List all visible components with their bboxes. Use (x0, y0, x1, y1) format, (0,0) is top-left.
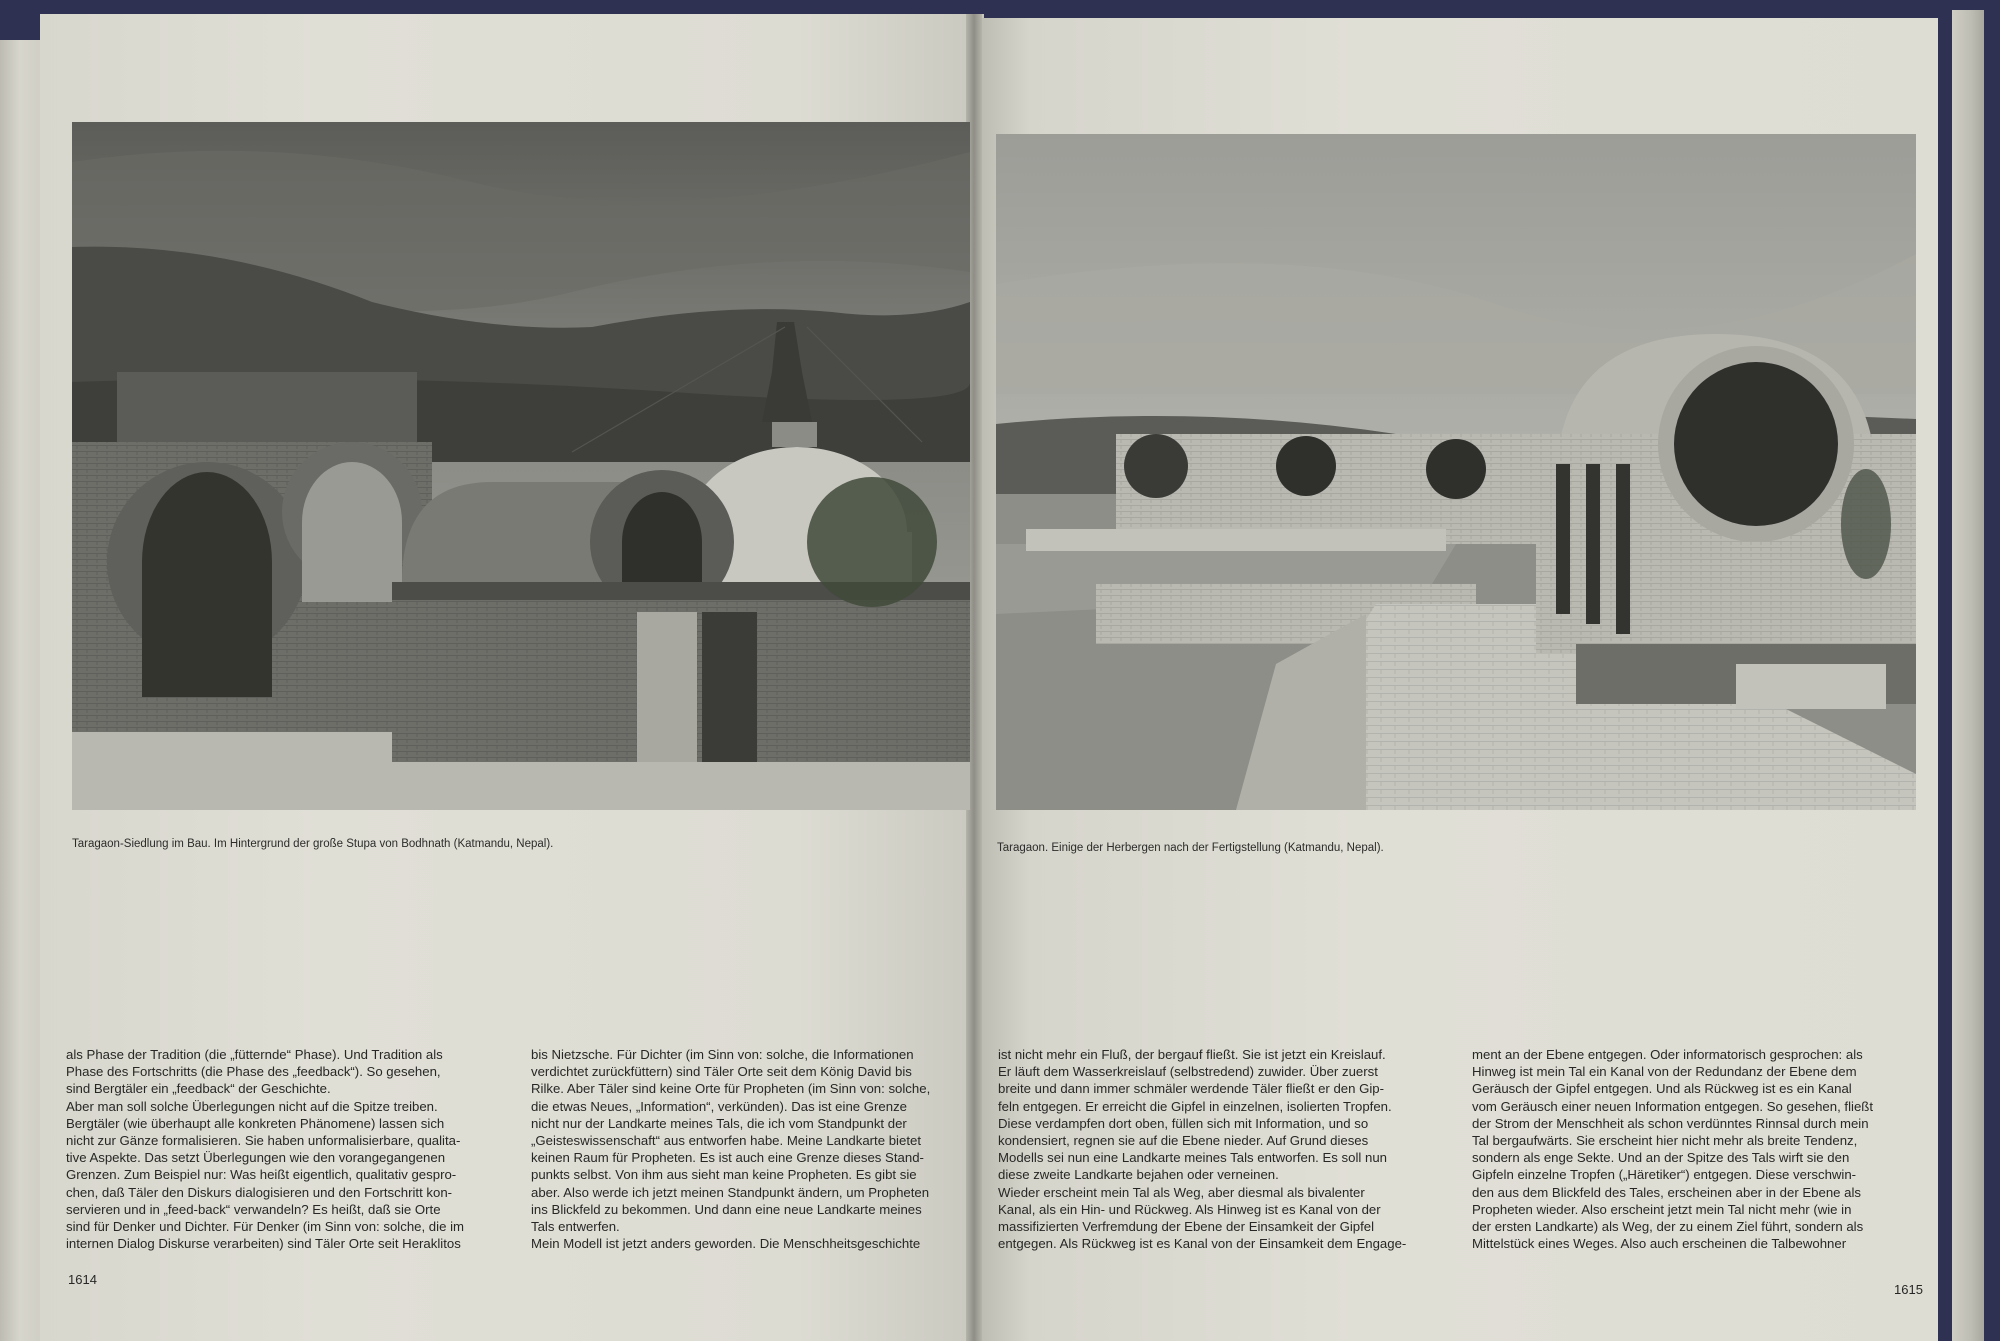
text-column-2 (531, 1046, 981, 1252)
text-line: massifizierten Verfremdung der Ebene der Einsamkeit der Gipfel (998, 1219, 1375, 1235)
text-column-1 (66, 1046, 506, 1252)
text-line: kondensiert, regnen sie auf die Ebene nieder. Auf Grund dieses (998, 1133, 1369, 1149)
text-line: den aus dem Blickfeld des Tales, erscheinen aber in der Ebene als (1472, 1184, 1862, 1200)
text-line: sondern als enge Sekte. Und an der Spitze des Tals wirft sie den (1472, 1150, 1850, 1166)
text-line: ins Blickfeld zu bekommen. Und dann eine neue Landkarte meines (531, 1201, 922, 1217)
text-line: sind für Denker und Dichter. Für Denker (im Sinn von: solche, die im (66, 1219, 464, 1235)
text-line: Propheten wieder. Also erscheint jetzt mein Tal nicht mehr (wie in (1472, 1201, 1852, 1217)
text-line: ist nicht mehr ein Fluß, der bergauf fließt. Sie ist jetzt ein Kreislauf. (998, 1047, 1386, 1062)
text-column-3 (998, 1046, 1450, 1252)
text-line: Wieder erscheint mein Tal als Weg, aber diesmal als bivalenter (998, 1184, 1365, 1200)
text-line: vom Geräusch einer neuen Information entgegen. So gesehen, fließt (1472, 1098, 1874, 1114)
text-line: Rilke. Aber Täler sind keine Orte für Propheten (im Sinn von: solche, (531, 1081, 931, 1097)
text-line: Bergtäler (wie überhaupt alle konkreten Phänomene) lassen sich (66, 1115, 445, 1131)
text-line: Er läuft dem Wasserkreislauf (selbstredend) zuwider. Über zuerst (998, 1064, 1378, 1080)
text-line: der ersten Landkarte) als Weg, der zu einem Ziel führt, sondern als (1472, 1219, 1864, 1235)
text-column-4 (1472, 1046, 1928, 1252)
photo-taragaon-construction (72, 122, 970, 810)
text-line: der Strom der Menschheit als schon verdünntes Rinnsal durch mein (1472, 1115, 1869, 1131)
text-line: ment an der Ebene entgegen. Oder informatorisch gesprochen: als (1472, 1047, 1863, 1062)
text-line: breite und dann immer schmäler werdende Täler fließt er den Gip- (998, 1081, 1385, 1097)
text-line: nicht zur Gänze formalisieren. Sie haben unformalisierbare, qualita- (66, 1133, 461, 1149)
photo-caption-left: Taragaon-Siedlung im Bau. Im Hintergrund der große Stupa von Bodhnath (Katmandu, Nepal). (72, 838, 554, 850)
text-line: Mein Modell ist jetzt anders geworden. Die Menschheitsgeschichte (531, 1236, 921, 1252)
text-line: Phase des Fortschritts (die Phase des „feedback“). So gesehen, (66, 1064, 441, 1080)
text-line: Diese verdampfen dort oben, füllen sich mit Information, und so (998, 1115, 1369, 1131)
text-line: entgegen. Als Rückweg ist es Kanal von der Einsamkeit dem Engage- (998, 1236, 1407, 1252)
text-line: Tals entwerfen. (531, 1219, 620, 1235)
text-line: Hinweg ist mein Tal ein Kanal von der Redundanz der Ebene dem (1472, 1064, 1857, 1080)
text-line: keinen Raum für Propheten. Es ist auch eine Grenze dieses Stand- (531, 1150, 924, 1166)
text-line: Mittelstück eines Weges. Also auch erscheinen die Talbewohner (1472, 1236, 1847, 1252)
text-line: verdichtet zurückfüttern) sind Täler Orte seit dem König David bis (531, 1064, 912, 1080)
text-line: chen, daß Täler den Diskurs dialogisieren und den Fortschritt kon- (66, 1184, 453, 1200)
text-line: als Phase der Tradition (die „fütternde“ Phase). Und Tradition als (66, 1047, 443, 1062)
text-line: Gipfeln einzelne Tropfen („Häretiker“) entgegen. Diese verschwin- (1472, 1167, 1857, 1183)
text-line: sind Bergtäler ein „feedback“ der Geschichte. (66, 1081, 331, 1097)
text-line: internen Dialog Diskurse verarbeiten) sind Täler Orte seit Heraklitos (66, 1236, 461, 1252)
text-line: Aber man soll solche Überlegungen nicht auf die Spitze treiben. (66, 1098, 438, 1114)
page-number-left: 1614 (68, 1272, 97, 1287)
book-edge-left (0, 40, 44, 1341)
text-line: „Geisteswissenschaft“ aus entworfen habe. Meine Landkarte bietet (531, 1133, 921, 1149)
text-line: nicht nur der Landkarte meines Tals, die ich vom Standpunkt der (531, 1115, 907, 1131)
photo-taragaon-hostels (996, 134, 1916, 810)
text-line: diese zweite Landkarte bejahen oder verneinen. (998, 1167, 1279, 1183)
text-line: Grenzen. Zum Beispiel nur: Was heißt eigentlich, qualitativ gespro- (66, 1167, 457, 1183)
text-line: Geräusch der Gipfel entgegen. Und als Rückweg ist es ein Kanal (1472, 1081, 1852, 1097)
photo-caption-right: Taragaon. Einige der Herbergen nach der Fertigstellung (Katmandu, Nepal). (997, 842, 1384, 854)
text-line: Modells sei nun eine Landkarte meines Tals entworfen. Es soll nun (998, 1150, 1388, 1166)
text-line: bis Nietzsche. Für Dichter (im Sinn von: solche, die Informationen (531, 1047, 914, 1062)
text-line: aber. Also werde ich jetzt meinen Standpunkt ändern, um Propheten (531, 1184, 930, 1200)
text-line: punkts selbst. Von ihm aus sieht man keine Propheten. Es gibt sie (531, 1167, 917, 1183)
text-line: tive Aspekte. Das setzt Überlegungen wie den vorangegangenen (66, 1150, 446, 1166)
book-edge-right (1952, 10, 1984, 1341)
text-line: Tal bergaufwärts. Sie erscheint hier nicht mehr als breite Tendenz, (1472, 1133, 1858, 1149)
page-number-right: 1615 (1894, 1282, 1923, 1297)
text-line: feln entgegen. Er erreicht die Gipfel in einzelnen, isolierten Tropfen. (998, 1098, 1392, 1114)
text-line: Kanal, als ein Hin- und Rückweg. Als Hinweg ist es Kanal von der (998, 1201, 1381, 1217)
text-line: die etwas Neues, „Information“, verkünden). Das ist eine Grenze (531, 1098, 908, 1114)
text-line: servieren und in „feed-back“ verwandeln? Es heißt, daß sie Orte (66, 1201, 441, 1217)
